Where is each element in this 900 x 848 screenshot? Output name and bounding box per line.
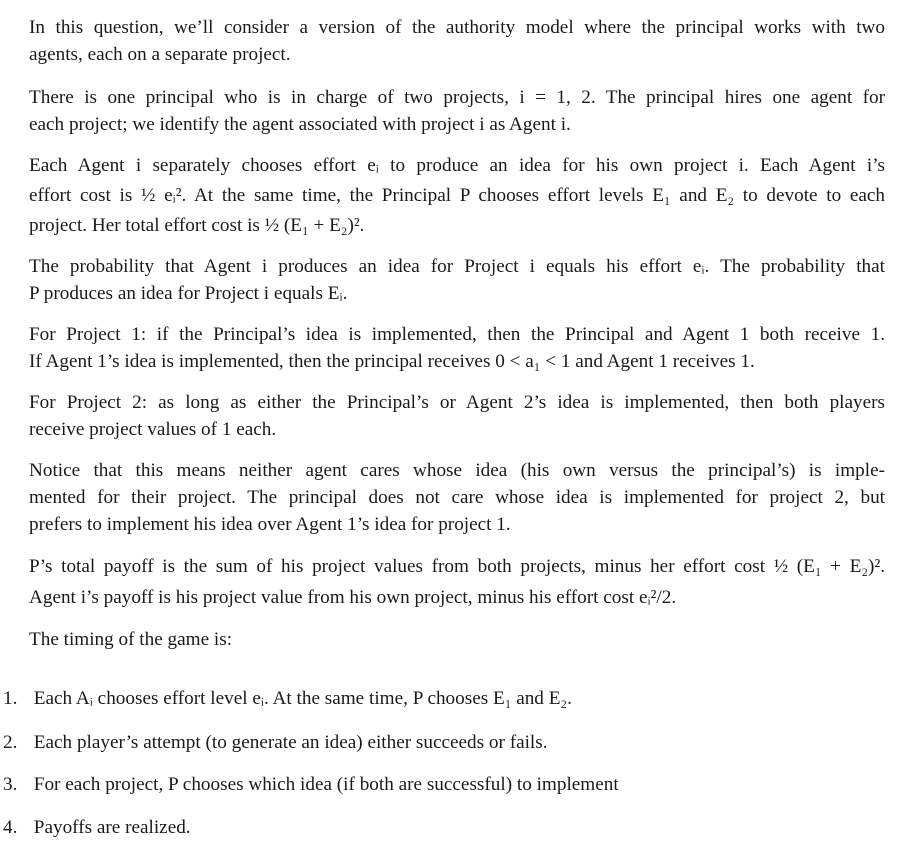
paragraph-effort xyxy=(29,152,885,239)
paragraph-line: For Project 1: if the Principal’s idea is implemented, then the Principal and Agent 1 both receive 1. xyxy=(29,324,885,345)
list-item-number: 3. xyxy=(3,774,18,795)
paragraph-line: each project; we identify the agent associated with project i as Agent i. xyxy=(29,114,571,135)
paragraph-line: For Project 2: as long as either the Principal’s or Agent 2’s idea is implemented, then both players xyxy=(29,392,885,413)
paragraph-payoffs xyxy=(29,553,885,611)
paragraph-line: There is one principal who is in charge of two projects, i = 1, 2. The principal hires one agent for xyxy=(29,87,885,108)
list-item-text: Each player’s attempt (to generate an idea) either succeeds or fails. xyxy=(33,732,548,753)
paragraph-line: receive project values of 1 each. xyxy=(29,419,277,440)
list-item-text: Payoffs are realized. xyxy=(33,817,191,838)
list-item xyxy=(0,729,890,756)
paragraph-line: The timing of the game is: xyxy=(29,629,233,650)
paragraph-line: The probability that Agent i produces an idea for Project i equals his effort eᵢ. The probability that xyxy=(29,256,885,277)
paragraph-notice xyxy=(29,457,885,538)
paragraph-line: P’s total payoff is the sum of his project values from both projects, minus her effort cost ½ (E₁ + E₂)². xyxy=(29,556,885,577)
list-item-text: For each project, P chooses which idea (if both are successful) to implement xyxy=(33,774,619,795)
paragraph-line: mented for their project. The principal does not care whose idea is implemented for project 2, but xyxy=(29,487,885,508)
paragraph-line: Each Agent i separately chooses effort eᵢ to produce an idea for his own project i. Each Agent i’s xyxy=(29,155,885,176)
list-item-number: 2. xyxy=(3,732,18,753)
paragraph-line: prefers to implement his idea over Agent 1’s idea for project 1. xyxy=(29,514,511,535)
list-item xyxy=(0,685,890,712)
paragraph-line: P produces an idea for Project i equals Eᵢ. xyxy=(29,283,348,304)
list-item-text: Each Aᵢ chooses effort level eᵢ. At the same time, P chooses E₁ and E₂. xyxy=(33,688,572,709)
list-item xyxy=(0,814,890,841)
paragraph-line: In this question, we’ll consider a version of the authority model where the principal works with two xyxy=(29,17,885,38)
paragraph-line: agents, each on a separate project. xyxy=(29,44,291,65)
paragraph-line: effort cost is ½ eᵢ². At the same time, the Principal P chooses effort levels E₁ and E₂ to devote to each xyxy=(29,185,885,206)
paragraph-setup xyxy=(29,84,885,138)
paragraph-line: If Agent 1’s idea is implemented, then the principal receives 0 < a₁ < 1 and Agent 1 receives 1. xyxy=(29,351,755,372)
paragraph-intro xyxy=(29,14,885,68)
paragraph-timing-intro xyxy=(29,626,885,653)
paragraph-line: Notice that this means neither agent cares whose idea (his own versus the principal’s) is imple- xyxy=(29,460,885,481)
list-item-number: 1. xyxy=(3,688,18,709)
paragraph-line: project. Her total effort cost is ½ (E₁ + E₂)². xyxy=(29,215,365,236)
paragraph-probability xyxy=(29,253,885,307)
paragraph-project-2 xyxy=(29,389,885,443)
list-item xyxy=(0,771,890,798)
list-item-number: 4. xyxy=(3,817,18,838)
paragraph-line: Agent i’s payoff is his project value from his own project, minus his effort cost eᵢ²/2. xyxy=(29,587,677,608)
paragraph-project-1 xyxy=(29,321,885,375)
